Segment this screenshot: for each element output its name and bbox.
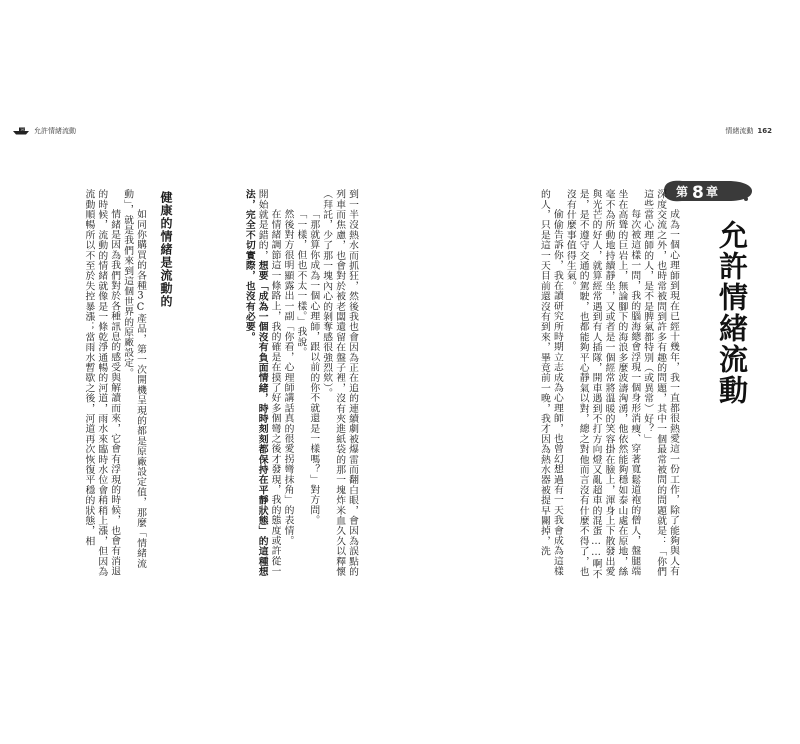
chapter-label-suffix: 章 <box>706 185 719 199</box>
paragraph <box>242 189 281 581</box>
left-page-body-bottom <box>42 189 146 581</box>
paragraph: 到一半沒熱水而抓狂，然後我也會因為正在追的連續劇被爆雷而翻白眼，會因為誤點的列車而焦慮，也會對於被老闆遺留在盤子裡，沒有夾進紙袋的那一塊炸米血久久以釋懷（拜託，少了那一塊內心的剝奪感很強烈欸）。 <box>321 189 358 577</box>
right-page-header <box>725 126 772 136</box>
paragraph: 然後對方很明顯露出一副「你看，心理師講話真的很愛拐彎抹角」的表情。 <box>282 208 294 546</box>
left-page-header <box>12 126 76 136</box>
chapter-number: 8 <box>692 183 704 203</box>
paragraph: 偷偷告訴你，我在讀研究所時期立志成為心理師，也曾幻想過有一天我會成為這樣的人，只是這一天目前還沒有到來，畢竟前一晚，我才因為熱水器被提早關掉，洗 <box>538 189 563 576</box>
paragraph: 成為一個心理師到現在已經十幾年，我一直都很熱愛這一份工作，除了能夠與人有深度交流之外，也時常被問到許多有趣的問題，其中一個最常被問的問題就是：「你們這些當心理師的人，是不是脾氣都特別（或異常）好？」 <box>642 189 679 577</box>
bold-passage: 想要「成為一個沒有負面情緒，時時刻刻都保持在平靜狀態」的這種想法，完全不切實際，也沒有必要。 <box>243 189 268 577</box>
chapter-label-prefix: 第 <box>676 185 689 199</box>
boat-icon <box>12 127 30 135</box>
right-page-body <box>417 189 679 581</box>
paragraph: 如同你購買的各種3C產品，第一次開機呈現的都是原廠設定值，那麼「情緒流動」，就是我們來到這個世界的原廠設定。 <box>122 189 146 568</box>
paragraph: 每次被這樣一問，我的腦海總會浮現一個身形消瘦、穿著寬鬆道袍的僧人，盤腿端坐在高聳的巨岩上，無論腳下的海浪多麼波濤洶湧，他依然能夠穩如泰山處在原地，絲毫不為所動地持續靜坐，又或者是一個經常將溫暖的笑容掛在臉上，渾身上下散發出愛與光芒的好人，就算經常遇到有人插隊，開車遇到不打方向燈又亂超車的混蛋……啊不是，是不遵守交通的駕駛，也都能夠平心靜氣以對，總之對他而言沒有什麼不得了，也沒有什麼事值得生氣。 <box>564 189 641 579</box>
left-page-number: 162 <box>20 127 26 132</box>
left-running-title: 允許情緒流動 <box>34 127 76 135</box>
paragraph: 情緒是因為我們對於各種訊息的感受與解讀而來，它會有浮現的時候，也會有消退的時候，流動的情緒就像是一條乾淨通暢的河道，雨水來臨時水位會稍稍上漲，但因為流動順暢所以不至於失控暴漲；當雨水暫歇之後，河道再次恢復平穩的狀態，相 <box>83 189 121 577</box>
paragraph-text: 在情緒調節這一條路上，我的確是在摸了好多個彎之後才發現，我的態度或許從一開始就是錯的， <box>256 189 281 576</box>
right-running-title: 情緒流動 <box>725 127 754 135</box>
right-page-number: 162 <box>757 127 772 135</box>
section-heading: 健康的情緒是流動的 <box>159 191 173 308</box>
left-page-body-top <box>186 189 358 581</box>
paragraph: 「那就算你成為一個心理師，跟以前的你不就還是一樣嗎？」對方問。 <box>308 208 320 525</box>
chapter-title: 允許情緒流動 <box>715 220 749 406</box>
paragraph: 「一樣，但也不太一樣。」我說。 <box>295 208 307 357</box>
